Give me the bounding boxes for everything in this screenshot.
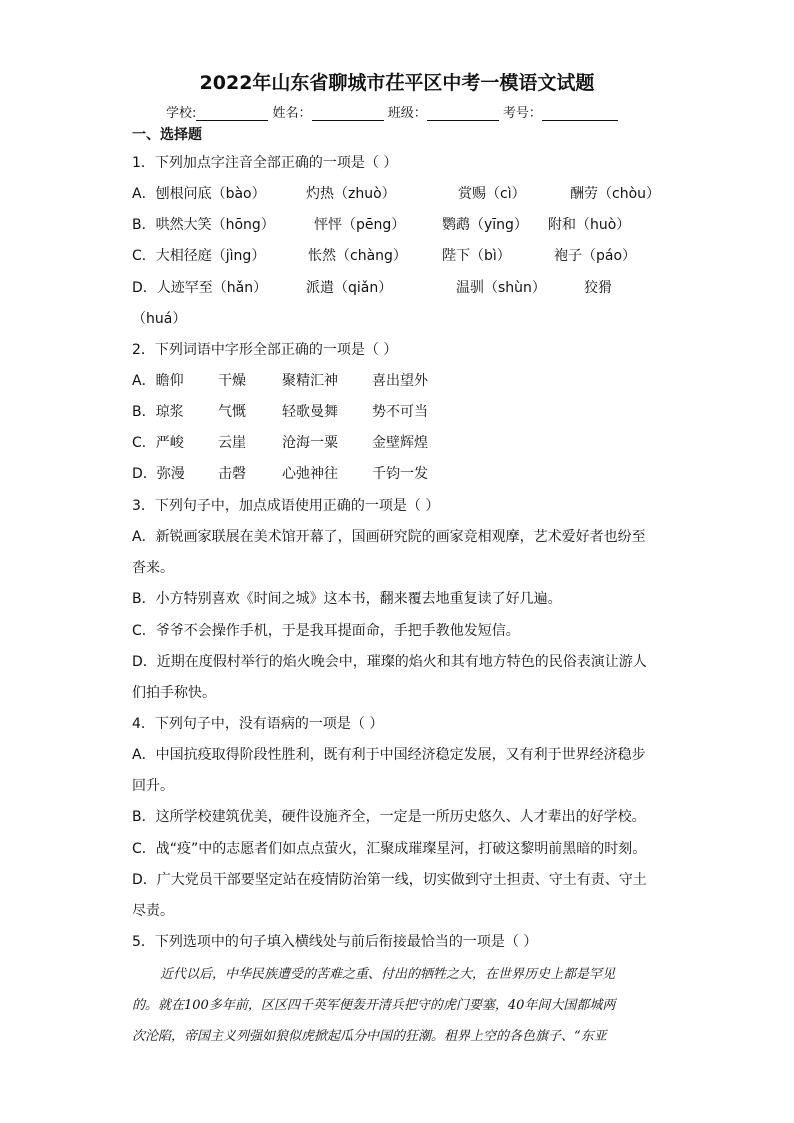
option-item: D．人迹罕至（hǎn） xyxy=(132,280,268,296)
option-item: 袍子（páo） xyxy=(554,248,637,264)
passage-line: 近代以后，中华民族遭受的苦难之重、付出的牺牲之大，在世界历史上都是罕见 xyxy=(160,967,616,982)
option-item: 鹦鹉（yīng） xyxy=(442,217,528,233)
school-label: 学校: xyxy=(166,106,197,121)
option-item: C．大相径庭（jìng） xyxy=(132,248,266,264)
question-4-option-d: D．广大党员干部要坚定站在疫情防治第一线，切实做到守土担责、守土有责、守土 xyxy=(132,872,647,888)
question-3-option-c: C．爷爷不会操作手机，于是我耳提面命，手把手教他发短信。 xyxy=(132,623,520,639)
student-info-row xyxy=(166,102,618,121)
option-item: 干燥 xyxy=(218,373,246,389)
exam-no-label: 考号： xyxy=(502,106,542,121)
option-item: 云崖 xyxy=(218,435,246,451)
section-heading: 一、选择题 xyxy=(132,127,202,143)
question-1-option-d-tail: （huá） xyxy=(132,311,187,327)
question-4-stem: 4．下列句子中，没有语病的一项是（ ） xyxy=(132,716,384,732)
option-item: 酬劳（chòu） xyxy=(570,186,661,202)
class-label: 班级： xyxy=(387,106,427,121)
passage-line: 次沦陷，帝国主义列强如狼似虎掀起瓜分中国的狂潮。租界上空的各色旗子、“东亚 xyxy=(132,1029,607,1044)
option-item: 怦怦（pēng） xyxy=(314,217,406,233)
option-item: D．弥漫 xyxy=(132,466,185,482)
option-item: 派遣（qiǎn） xyxy=(306,280,393,296)
option-item: 心弛神往 xyxy=(282,466,338,482)
question-3-option-a-cont: 沓来。 xyxy=(132,560,174,576)
option-item: 击磬 xyxy=(218,466,246,482)
question-4-option-a-cont: 回升。 xyxy=(132,778,174,794)
option-item: 赏赐（cì） xyxy=(458,186,526,202)
option-item: 气慨 xyxy=(218,404,246,420)
option-item: A．刨根问底（bào） xyxy=(132,186,266,202)
page-title: 2022年山东省聊城市茌平区中考一模语文试题 xyxy=(199,72,595,94)
option-item: B．琼浆 xyxy=(132,404,184,420)
question-3-option-d: D．近期在度假村举行的焰火晚会中，璀璨的焰火和其有地方特色的民俗表演让游人 xyxy=(132,654,647,670)
school-blank[interactable] xyxy=(196,106,268,121)
question-4-option-d-cont: 尽责。 xyxy=(132,903,174,919)
option-item: 聚精汇神 xyxy=(282,373,338,389)
option-item: 金壁辉煌 xyxy=(372,435,428,451)
question-3-option-a: A．新锐画家联展在美术馆开幕了，国画研究院的画家竞相观摩，艺术爱好者也纷至 xyxy=(132,529,646,545)
name-blank[interactable] xyxy=(312,106,384,121)
option-item: 附和（huò） xyxy=(548,217,631,233)
option-item: 千钧一发 xyxy=(372,466,428,482)
option-item: 温驯（shùn） xyxy=(456,280,546,296)
option-item: 怅然（chàng） xyxy=(308,248,407,264)
question-5-stem: 5．下列选项中的句子填入横线处与前后衔接最恰当的一项是（ ） xyxy=(132,934,538,950)
question-3-stem: 3．下列句子中，加点成语使用正确的一项是（ ） xyxy=(132,498,440,514)
question-1-stem: 1．下列加点字注音全部正确的一项是（ ） xyxy=(132,155,398,171)
option-item: 陛下（bì） xyxy=(442,248,511,264)
question-3-option-b: B．小方特别喜欢《时间之城》这本书，翻来覆去地重复读了好几遍。 xyxy=(132,591,562,607)
option-item: 狡猾 xyxy=(584,280,612,296)
question-4-option-b: B．这所学校建筑优美，硬件设施齐全，一定是一所历史悠久、人才辈出的好学校。 xyxy=(132,809,646,825)
name-label: 姓名： xyxy=(272,106,312,121)
question-2-stem: 2．下列词语中字形全部正确的一项是（ ） xyxy=(132,342,398,358)
option-item: C．严峻 xyxy=(132,435,184,451)
option-item: A．瞻仰 xyxy=(132,373,184,389)
option-item: 沧海一粟 xyxy=(282,435,338,451)
question-4-option-a: A．中国抗疫取得阶段性胜利，既有利于中国经济稳定发展，又有利于世界经济稳步 xyxy=(132,747,646,763)
exam-no-blank[interactable] xyxy=(542,106,618,121)
option-item: 喜出望外 xyxy=(372,373,428,389)
question-4-option-c: C．战“疫”中的志愿者们如点点萤火，汇聚成璀璨星河，打破这黎明前黑暗的时刻。 xyxy=(132,841,647,857)
option-item: B．哄然大笑（hōng） xyxy=(132,217,275,233)
passage-line: 的。就在100多年前，区区四千英军便轰开清兵把守的虎门要塞，40年间大国都城两 xyxy=(132,998,616,1013)
class-blank[interactable] xyxy=(427,106,499,121)
option-item: 轻歌曼舞 xyxy=(282,404,338,420)
option-item: 灼热（zhuò） xyxy=(306,186,396,202)
option-item: 势不可当 xyxy=(372,404,428,420)
question-3-option-d-cont: 们拍手称快。 xyxy=(132,685,216,701)
